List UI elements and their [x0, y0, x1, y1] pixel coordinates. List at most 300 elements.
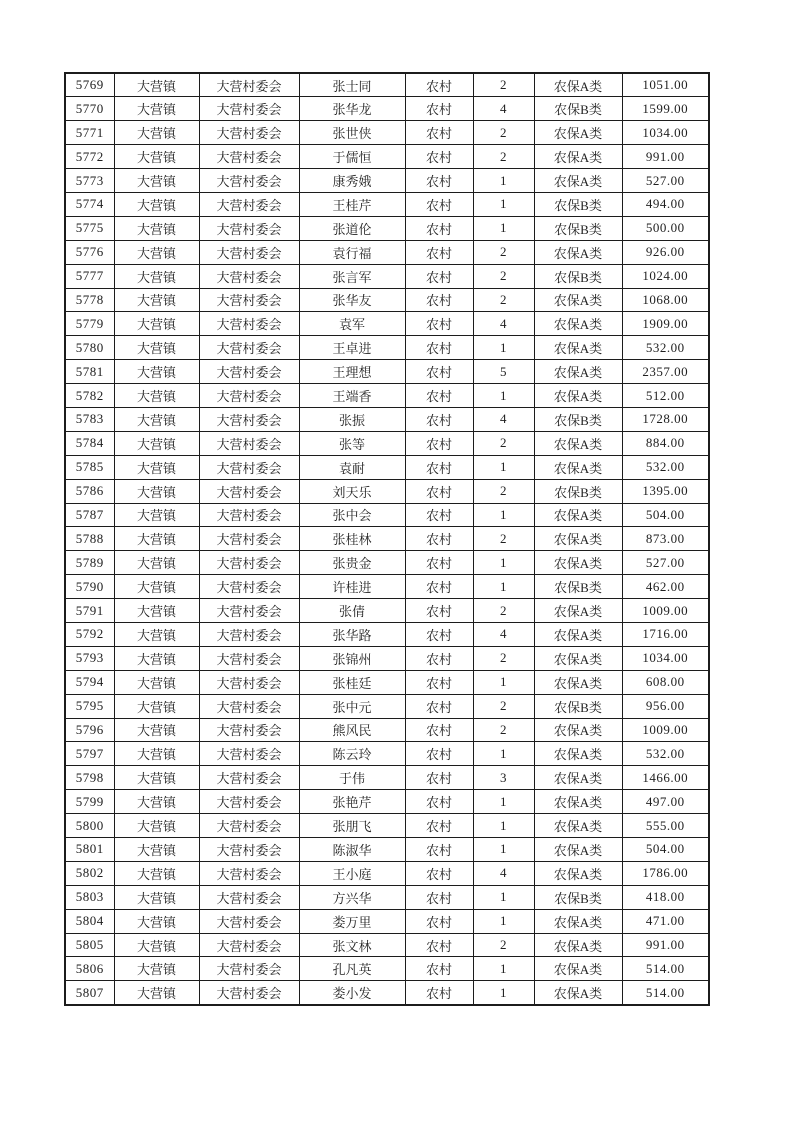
table-cell-village: 大营村委会	[199, 527, 299, 551]
table-cell-village: 大营村委会	[199, 622, 299, 646]
table-cell-name: 于伟	[299, 766, 405, 790]
table-cell-person-count: 1	[473, 336, 534, 360]
table-cell-name: 张道伦	[299, 216, 405, 240]
table-cell-amount: 1599.00	[622, 97, 709, 121]
table-cell-serial: 5771	[65, 121, 114, 145]
table-cell-name: 方兴华	[299, 885, 405, 909]
table-cell-town: 大营镇	[114, 240, 199, 264]
table-cell-amount: 504.00	[622, 503, 709, 527]
table-cell-name: 王小庭	[299, 861, 405, 885]
table-cell-village: 大营村委会	[199, 192, 299, 216]
table-row	[65, 288, 709, 312]
table-cell-serial: 5796	[65, 718, 114, 742]
table-cell-amount: 1034.00	[622, 646, 709, 670]
table-cell-village: 大营村委会	[199, 599, 299, 623]
table-cell-serial: 5781	[65, 360, 114, 384]
table-cell-name: 陈淑华	[299, 838, 405, 862]
table-cell-amount: 514.00	[622, 957, 709, 981]
table-cell-amount: 1909.00	[622, 312, 709, 336]
table-cell-serial: 5779	[65, 312, 114, 336]
table-cell-amount: 1009.00	[622, 599, 709, 623]
table-cell-residence-type: 农村	[405, 455, 473, 479]
table-cell-serial: 5777	[65, 264, 114, 288]
table-cell-person-count: 1	[473, 885, 534, 909]
table-cell-amount: 1786.00	[622, 861, 709, 885]
table-cell-person-count: 1	[473, 838, 534, 862]
table-row	[65, 575, 709, 599]
table-cell-town: 大营镇	[114, 575, 199, 599]
table-cell-residence-type: 农村	[405, 957, 473, 981]
table-cell-insurance-category: 农保B类	[534, 694, 622, 718]
table-cell-residence-type: 农村	[405, 169, 473, 193]
table-cell-residence-type: 农村	[405, 622, 473, 646]
table-cell-insurance-category: 农保A类	[534, 742, 622, 766]
table-cell-village: 大营村委会	[199, 360, 299, 384]
table-cell-village: 大营村委会	[199, 551, 299, 575]
table-cell-residence-type: 农村	[405, 790, 473, 814]
table-cell-insurance-category: 农保A类	[534, 551, 622, 575]
table-cell-residence-type: 农村	[405, 312, 473, 336]
table-cell-town: 大营镇	[114, 264, 199, 288]
table-cell-village: 大营村委会	[199, 885, 299, 909]
table-cell-amount: 926.00	[622, 240, 709, 264]
table-cell-person-count: 2	[473, 264, 534, 288]
table-cell-insurance-category: 农保B类	[534, 479, 622, 503]
table-cell-person-count: 1	[473, 503, 534, 527]
table-row	[65, 861, 709, 885]
table-cell-village: 大营村委会	[199, 73, 299, 97]
table-row	[65, 622, 709, 646]
table-cell-town: 大营镇	[114, 981, 199, 1005]
table-cell-residence-type: 农村	[405, 766, 473, 790]
table-cell-person-count: 2	[473, 479, 534, 503]
table-cell-residence-type: 农村	[405, 479, 473, 503]
table-row	[65, 479, 709, 503]
table-cell-town: 大营镇	[114, 646, 199, 670]
table-cell-insurance-category: 农保A类	[534, 957, 622, 981]
table-cell-town: 大营镇	[114, 814, 199, 838]
table-cell-serial: 5786	[65, 479, 114, 503]
table-cell-serial: 5798	[65, 766, 114, 790]
table-cell-amount: 500.00	[622, 216, 709, 240]
table-cell-insurance-category: 农保A类	[534, 766, 622, 790]
table-row	[65, 551, 709, 575]
table-cell-village: 大营村委会	[199, 503, 299, 527]
table-cell-town: 大营镇	[114, 527, 199, 551]
beneficiary-table	[64, 72, 710, 1006]
table-cell-person-count: 2	[473, 718, 534, 742]
table-cell-village: 大营村委会	[199, 838, 299, 862]
table-cell-insurance-category: 农保A类	[534, 599, 622, 623]
table-cell-residence-type: 农村	[405, 981, 473, 1005]
table-cell-person-count: 1	[473, 742, 534, 766]
table-cell-residence-type: 农村	[405, 551, 473, 575]
table-cell-insurance-category: 农保B类	[534, 885, 622, 909]
table-cell-insurance-category: 农保A类	[534, 312, 622, 336]
table-cell-name: 张华友	[299, 288, 405, 312]
table-cell-town: 大营镇	[114, 957, 199, 981]
table-cell-person-count: 1	[473, 670, 534, 694]
table-cell-village: 大营村委会	[199, 981, 299, 1005]
table-cell-residence-type: 农村	[405, 527, 473, 551]
table-cell-insurance-category: 农保A类	[534, 838, 622, 862]
table-row	[65, 216, 709, 240]
table-cell-village: 大营村委会	[199, 121, 299, 145]
table-cell-person-count: 3	[473, 766, 534, 790]
table-cell-town: 大营镇	[114, 192, 199, 216]
table-cell-residence-type: 农村	[405, 192, 473, 216]
table-cell-amount: 1051.00	[622, 73, 709, 97]
table-cell-person-count: 1	[473, 790, 534, 814]
table-row	[65, 455, 709, 479]
table-cell-town: 大营镇	[114, 694, 199, 718]
table-row	[65, 742, 709, 766]
table-cell-village: 大营村委会	[199, 933, 299, 957]
table-cell-name: 许桂进	[299, 575, 405, 599]
table-cell-residence-type: 农村	[405, 384, 473, 408]
table-cell-person-count: 1	[473, 192, 534, 216]
table-cell-town: 大营镇	[114, 790, 199, 814]
table-cell-serial: 5794	[65, 670, 114, 694]
table-cell-village: 大营村委会	[199, 216, 299, 240]
table-cell-residence-type: 农村	[405, 145, 473, 169]
table-row	[65, 121, 709, 145]
table-cell-name: 张贵金	[299, 551, 405, 575]
table-row	[65, 73, 709, 97]
table-cell-town: 大营镇	[114, 288, 199, 312]
table-cell-residence-type: 农村	[405, 336, 473, 360]
table-cell-person-count: 2	[473, 240, 534, 264]
table-cell-name: 王桂芹	[299, 192, 405, 216]
table-cell-village: 大营村委会	[199, 431, 299, 455]
table-cell-name: 张中元	[299, 694, 405, 718]
table-cell-residence-type: 农村	[405, 240, 473, 264]
table-cell-insurance-category: 农保A类	[534, 360, 622, 384]
table-row	[65, 838, 709, 862]
table-cell-person-count: 1	[473, 384, 534, 408]
table-cell-town: 大营镇	[114, 742, 199, 766]
table-cell-amount: 1024.00	[622, 264, 709, 288]
table-cell-insurance-category: 农保A类	[534, 503, 622, 527]
table-cell-person-count: 2	[473, 694, 534, 718]
table-cell-person-count: 1	[473, 957, 534, 981]
table-cell-person-count: 1	[473, 575, 534, 599]
table-cell-village: 大营村委会	[199, 407, 299, 431]
table-row	[65, 360, 709, 384]
table-cell-amount: 991.00	[622, 933, 709, 957]
table-cell-insurance-category: 农保B类	[534, 97, 622, 121]
table-cell-person-count: 1	[473, 455, 534, 479]
table-cell-insurance-category: 农保A类	[534, 455, 622, 479]
table-row	[65, 97, 709, 121]
table-cell-serial: 5769	[65, 73, 114, 97]
table-cell-name: 张桂林	[299, 527, 405, 551]
table-cell-name: 张朋飞	[299, 814, 405, 838]
table-cell-village: 大营村委会	[199, 909, 299, 933]
table-cell-person-count: 1	[473, 551, 534, 575]
table-cell-residence-type: 农村	[405, 861, 473, 885]
table-row	[65, 718, 709, 742]
table-cell-insurance-category: 农保A类	[534, 145, 622, 169]
table-cell-person-count: 5	[473, 360, 534, 384]
table-cell-name: 张言军	[299, 264, 405, 288]
table-cell-village: 大营村委会	[199, 670, 299, 694]
table-cell-serial: 5799	[65, 790, 114, 814]
table-cell-amount: 1716.00	[622, 622, 709, 646]
table-cell-town: 大营镇	[114, 718, 199, 742]
table-cell-amount: 527.00	[622, 169, 709, 193]
table-cell-village: 大营村委会	[199, 336, 299, 360]
table-cell-village: 大营村委会	[199, 790, 299, 814]
table-cell-name: 张文林	[299, 933, 405, 957]
table-cell-serial: 5789	[65, 551, 114, 575]
table-cell-name: 孔凡英	[299, 957, 405, 981]
table-cell-residence-type: 农村	[405, 264, 473, 288]
table-cell-insurance-category: 农保B类	[534, 264, 622, 288]
table-cell-serial: 5778	[65, 288, 114, 312]
table-cell-residence-type: 农村	[405, 503, 473, 527]
table-cell-town: 大营镇	[114, 909, 199, 933]
table-cell-village: 大营村委会	[199, 97, 299, 121]
table-cell-serial: 5776	[65, 240, 114, 264]
table-cell-town: 大营镇	[114, 121, 199, 145]
table-cell-insurance-category: 农保A类	[534, 121, 622, 145]
table-cell-amount: 608.00	[622, 670, 709, 694]
table-cell-residence-type: 农村	[405, 909, 473, 933]
table-row	[65, 790, 709, 814]
table-cell-person-count: 2	[473, 73, 534, 97]
table-cell-serial: 5806	[65, 957, 114, 981]
table-cell-name: 张振	[299, 407, 405, 431]
table-cell-name: 刘天乐	[299, 479, 405, 503]
table-cell-name: 娄万里	[299, 909, 405, 933]
table-cell-residence-type: 农村	[405, 216, 473, 240]
table-cell-insurance-category: 农保A类	[534, 622, 622, 646]
table-row	[65, 670, 709, 694]
table-cell-residence-type: 农村	[405, 407, 473, 431]
table-cell-name: 袁行福	[299, 240, 405, 264]
table-row	[65, 192, 709, 216]
table-cell-amount: 527.00	[622, 551, 709, 575]
table-cell-serial: 5772	[65, 145, 114, 169]
table-cell-insurance-category: 农保A类	[534, 336, 622, 360]
table-cell-insurance-category: 农保A类	[534, 814, 622, 838]
table-cell-insurance-category: 农保B类	[534, 216, 622, 240]
table-cell-insurance-category: 农保A类	[534, 718, 622, 742]
table-cell-residence-type: 农村	[405, 670, 473, 694]
table-cell-insurance-category: 农保A类	[534, 384, 622, 408]
table-row	[65, 431, 709, 455]
table-cell-serial: 5783	[65, 407, 114, 431]
table-cell-insurance-category: 农保A类	[534, 73, 622, 97]
table-cell-serial: 5788	[65, 527, 114, 551]
table-cell-person-count: 2	[473, 431, 534, 455]
table-cell-town: 大营镇	[114, 838, 199, 862]
table-cell-amount: 462.00	[622, 575, 709, 599]
table-row	[65, 312, 709, 336]
table-cell-village: 大营村委会	[199, 455, 299, 479]
table-cell-insurance-category: 农保A类	[534, 169, 622, 193]
table-cell-amount: 555.00	[622, 814, 709, 838]
table-cell-serial: 5792	[65, 622, 114, 646]
table-cell-amount: 532.00	[622, 742, 709, 766]
table-cell-serial: 5805	[65, 933, 114, 957]
table-row	[65, 933, 709, 957]
table-cell-name: 熊风民	[299, 718, 405, 742]
table-cell-amount: 418.00	[622, 885, 709, 909]
table-cell-name: 张华龙	[299, 97, 405, 121]
table-cell-person-count: 4	[473, 97, 534, 121]
table-cell-serial: 5790	[65, 575, 114, 599]
table-cell-person-count: 4	[473, 407, 534, 431]
table-cell-amount: 532.00	[622, 455, 709, 479]
table-cell-town: 大营镇	[114, 766, 199, 790]
table-cell-amount: 1466.00	[622, 766, 709, 790]
table-cell-residence-type: 农村	[405, 575, 473, 599]
table-cell-insurance-category: 农保A类	[534, 431, 622, 455]
table-cell-insurance-category: 农保B类	[534, 192, 622, 216]
table-cell-serial: 5770	[65, 97, 114, 121]
table-cell-residence-type: 农村	[405, 838, 473, 862]
table-cell-name: 张艳芹	[299, 790, 405, 814]
table-cell-village: 大营村委会	[199, 169, 299, 193]
table-row	[65, 384, 709, 408]
table-cell-residence-type: 农村	[405, 814, 473, 838]
table-cell-serial: 5801	[65, 838, 114, 862]
table-cell-town: 大营镇	[114, 169, 199, 193]
table-cell-serial: 5802	[65, 861, 114, 885]
table-cell-insurance-category: 农保A类	[534, 527, 622, 551]
table-cell-person-count: 1	[473, 216, 534, 240]
table-cell-amount: 1068.00	[622, 288, 709, 312]
table-cell-insurance-category: 农保A类	[534, 240, 622, 264]
table-cell-serial: 5804	[65, 909, 114, 933]
table-cell-person-count: 1	[473, 814, 534, 838]
table-cell-village: 大营村委会	[199, 861, 299, 885]
table-cell-serial: 5774	[65, 192, 114, 216]
table-cell-village: 大营村委会	[199, 264, 299, 288]
table-cell-name: 于儒恒	[299, 145, 405, 169]
table-row	[65, 169, 709, 193]
table-cell-amount: 873.00	[622, 527, 709, 551]
table-cell-town: 大营镇	[114, 599, 199, 623]
table-cell-residence-type: 农村	[405, 646, 473, 670]
table-cell-town: 大营镇	[114, 145, 199, 169]
table-cell-residence-type: 农村	[405, 97, 473, 121]
table-cell-insurance-category: 农保A类	[534, 646, 622, 670]
table-cell-amount: 532.00	[622, 336, 709, 360]
table-cell-residence-type: 农村	[405, 742, 473, 766]
table-cell-amount: 991.00	[622, 145, 709, 169]
table-cell-village: 大营村委会	[199, 742, 299, 766]
table-cell-residence-type: 农村	[405, 73, 473, 97]
table-cell-village: 大营村委会	[199, 240, 299, 264]
table-cell-village: 大营村委会	[199, 479, 299, 503]
table-cell-amount: 512.00	[622, 384, 709, 408]
table-cell-village: 大营村委会	[199, 957, 299, 981]
table-cell-residence-type: 农村	[405, 694, 473, 718]
table-cell-person-count: 2	[473, 145, 534, 169]
table-cell-person-count: 4	[473, 861, 534, 885]
table-cell-person-count: 2	[473, 288, 534, 312]
table-cell-town: 大营镇	[114, 670, 199, 694]
table-cell-amount: 504.00	[622, 838, 709, 862]
table-cell-insurance-category: 农保B类	[534, 575, 622, 599]
table-cell-village: 大营村委会	[199, 694, 299, 718]
table-cell-insurance-category: 农保A类	[534, 670, 622, 694]
table-cell-town: 大营镇	[114, 933, 199, 957]
table-cell-name: 张等	[299, 431, 405, 455]
table-cell-name: 张士同	[299, 73, 405, 97]
table-cell-name: 张倩	[299, 599, 405, 623]
table-cell-insurance-category: 农保B类	[534, 407, 622, 431]
table-cell-village: 大营村委会	[199, 288, 299, 312]
table-cell-insurance-category: 农保A类	[534, 909, 622, 933]
table-cell-insurance-category: 农保A类	[534, 981, 622, 1005]
table-cell-serial: 5780	[65, 336, 114, 360]
table-cell-person-count: 4	[473, 312, 534, 336]
table-cell-residence-type: 农村	[405, 121, 473, 145]
table-cell-town: 大营镇	[114, 360, 199, 384]
table-cell-residence-type: 农村	[405, 885, 473, 909]
table-cell-residence-type: 农村	[405, 718, 473, 742]
table-cell-insurance-category: 农保A类	[534, 790, 622, 814]
table-row	[65, 264, 709, 288]
table-cell-serial: 5795	[65, 694, 114, 718]
table-cell-town: 大营镇	[114, 861, 199, 885]
table-cell-person-count: 2	[473, 646, 534, 670]
table-cell-person-count: 2	[473, 933, 534, 957]
table-cell-name: 张锦州	[299, 646, 405, 670]
table-row	[65, 694, 709, 718]
table-cell-village: 大营村委会	[199, 384, 299, 408]
table-cell-serial: 5791	[65, 599, 114, 623]
table-cell-name: 张世侠	[299, 121, 405, 145]
table-cell-town: 大营镇	[114, 336, 199, 360]
table-cell-person-count: 2	[473, 599, 534, 623]
table-cell-person-count: 2	[473, 527, 534, 551]
table-cell-insurance-category: 农保A类	[534, 861, 622, 885]
table-cell-town: 大营镇	[114, 216, 199, 240]
table-cell-serial: 5785	[65, 455, 114, 479]
table-row	[65, 407, 709, 431]
table-cell-person-count: 1	[473, 981, 534, 1005]
table-cell-person-count: 2	[473, 121, 534, 145]
table-cell-town: 大营镇	[114, 73, 199, 97]
table-cell-town: 大营镇	[114, 407, 199, 431]
table-cell-town: 大营镇	[114, 479, 199, 503]
table-cell-amount: 497.00	[622, 790, 709, 814]
table-cell-name: 王端香	[299, 384, 405, 408]
table-row	[65, 957, 709, 981]
table-cell-name: 张桂廷	[299, 670, 405, 694]
table-row	[65, 240, 709, 264]
table-cell-residence-type: 农村	[405, 599, 473, 623]
table-row	[65, 527, 709, 551]
table-row	[65, 981, 709, 1005]
table-cell-serial: 5773	[65, 169, 114, 193]
table-cell-town: 大营镇	[114, 551, 199, 575]
table-cell-serial: 5807	[65, 981, 114, 1005]
table-cell-name: 袁耐	[299, 455, 405, 479]
table-cell-village: 大营村委会	[199, 145, 299, 169]
table-row	[65, 814, 709, 838]
table-cell-town: 大营镇	[114, 431, 199, 455]
table-cell-serial: 5793	[65, 646, 114, 670]
table-cell-residence-type: 农村	[405, 288, 473, 312]
table-row	[65, 503, 709, 527]
table-row	[65, 336, 709, 360]
